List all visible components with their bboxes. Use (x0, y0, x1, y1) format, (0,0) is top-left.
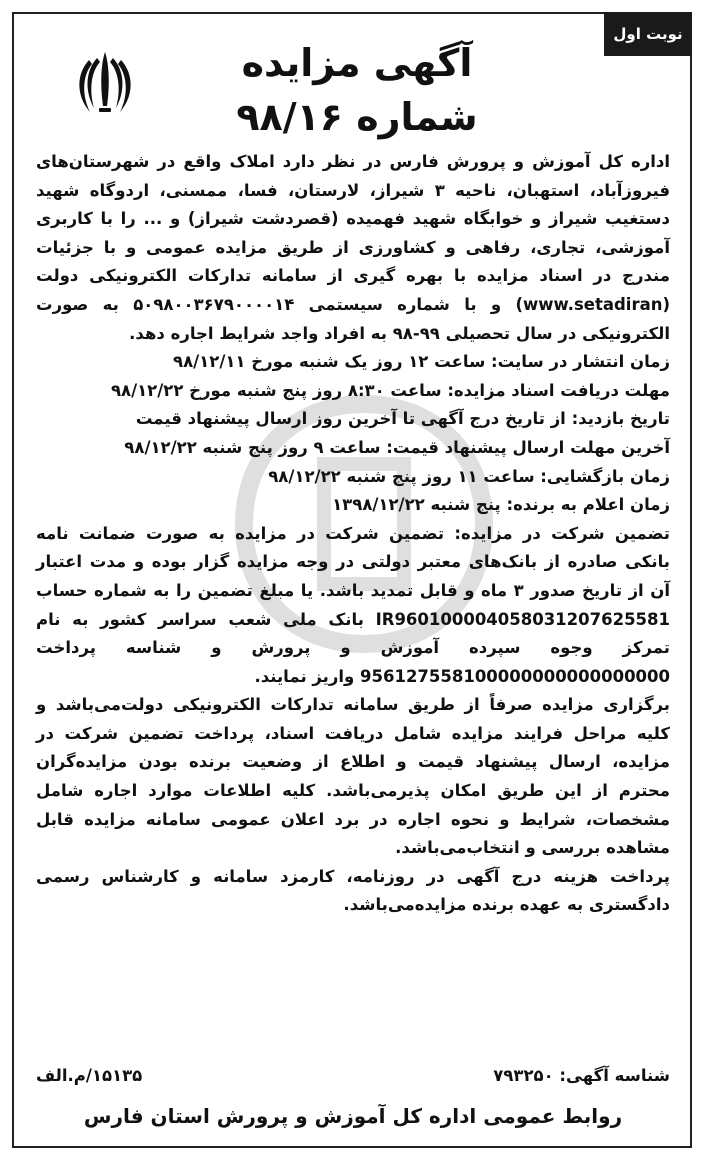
opening-time: زمان بازگشایی: ساعت ۱۱ روز پنج شنبه ۹۸/۱۲/۲۲ (268, 466, 670, 486)
process-paragraph: برگزاری مزایده صرفاً از طریق سامانه تدارکات الکترونیکی دولت‌می‌باشد و کلیه مراحل فرایند مزایده شامل دریافت اسناد، پرداخت تضمین شرکت در مزایده، ارسال پیشنهاد قیمت و اطلاع از وضعیت برنده بودن مزایده‌گران محترم از این طریق امکان پذیرمی‌باشد. کلیه اطلاعات موارد اجاره شامل مشخصات، شرایط و نحوه اجاره در برد اعلان عمومی سامانه مزایده قابل مشاهده بررسی و انتخاب‌می‌باشد. (36, 695, 670, 858)
notice-number: شماره ۹۸/۱۶ (236, 95, 478, 139)
documents-deadline: مهلت دریافت اسناد مزایده: ساعت ۸:۳۰ روز پنج شنبه مورخ ۹۸/۱۲/۲۲ (110, 380, 670, 400)
notice-title-block (144, 36, 570, 144)
footer-identifiers (36, 1066, 670, 1085)
notice-frame (12, 12, 692, 1148)
publish-time: زمان انتشار در سایت: ساعت ۱۲ روز یک شنبه مورخ ۹۸/۱۲/۱۱ (173, 352, 670, 372)
bid-deadline: آخرین مهلت ارسال پیشنهاد قیمت: ساعت ۹ روز پنج شنبه ۹۸/۱۲/۲۲ (124, 437, 670, 457)
notice-body (36, 148, 670, 920)
iran-emblem-icon (70, 44, 140, 124)
costs-paragraph: پرداخت هزینه درج آگهی در روزنامه، کارمزد سامانه و کارشناس رسمی دادگستری به عهده برنده مزایده‌می‌باشد. (36, 866, 670, 915)
guarantee-text-b: بانک ملی شعب سراسر کشور به نام تمرکز وجوه سپرده آموزش و پرورش و شناسه پرداخت (36, 609, 670, 658)
visit-date: تاریخ بازدید: از تاریخ درج آگهی تا آخرین روز ارسال پیشنهاد قیمت (135, 409, 670, 429)
page-title: آگهی مزایده (241, 41, 473, 85)
iban-number: IR960100004058031207625581 (375, 609, 670, 629)
edition-badge: نوبت اول (604, 12, 692, 56)
payment-id: 956127558100000000000000000 (360, 666, 670, 686)
winner-announcement: زمان اعلام به برنده: پنج شنبه ۱۳۹۸/۱۲/۲۲ (332, 495, 670, 515)
issuer-signature: روابط عمومی اداره کل آموزش و پرورش استان فارس (83, 1104, 623, 1128)
intro-paragraph: اداره کل آموزش و پرورش فارس در نظر دارد املاک واقع در شهرستان‌های فیروزآباد، استهبان، ناحیه ۳ شیراز، لارستان، فسا، ممسنی، اردوگاه شهید دستغیب شیراز و خوابگاه شهید فهمیده (قصردشت شیراز) و ... را با کاربری آموزشی، تجاری، رفاهی و کشاورزی از طریق مزایده عمومی و با جزئیات مندرج در اسناد مزایده با بهره گیری از سامانه تدارکات الکترونیکی دولت (www.setadiran) و با شماره سیستمی ۵۰۹۸۰۰۳۶۷۹۰۰۰۰۱۴ به صورت الکترونیکی در سال تحصیلی ۹۹-۹۸ به افراد واجد شرایط اجاره دهد. (36, 152, 671, 343)
guarantee-text-c: واریز نمایند. (254, 666, 355, 686)
guarantee-paragraph (36, 520, 670, 692)
guarantee-text-a: تضمین شرکت در مزایده: تضمین شرکت در مزایده به صورت ضمانت نامه بانکی صادره از بانک‌های معتبر دولتی در وجه مزایده گزار بوده و مدت اعتبار آن از تاریخ صدور ۳ ماه و قابل تمدید باشد. یا مبلغ تضمین را به شماره حساب (36, 523, 670, 600)
reference-code: ۱۵۱۳۵/م.الف (36, 1066, 143, 1085)
ad-id: شناسه آگهی: ۷۹۳۲۵۰ (493, 1066, 670, 1085)
